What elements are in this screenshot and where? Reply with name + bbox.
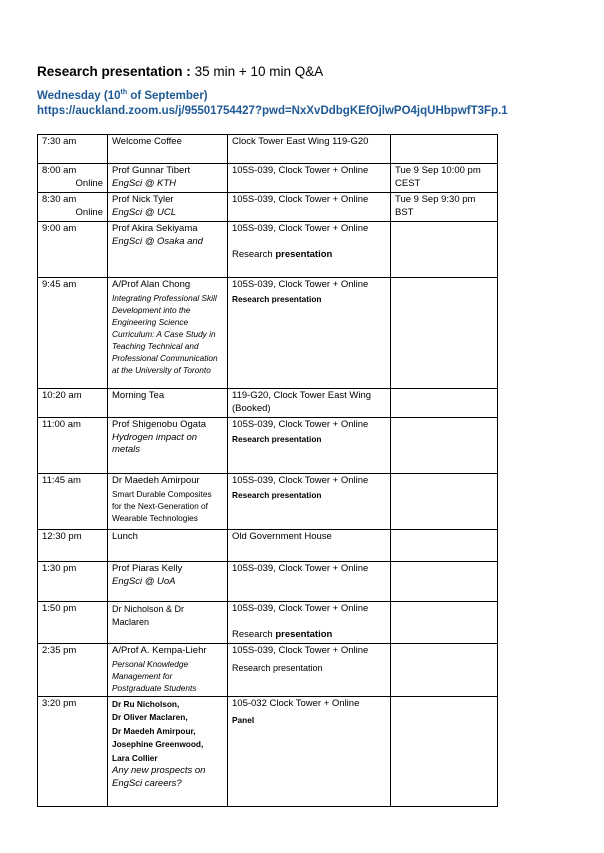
note-cell [391, 602, 498, 644]
venue-cell [228, 278, 391, 389]
session-type: Research presentation [232, 489, 322, 500]
speaker-name: A/Prof A. Kempa-Liehr [112, 645, 207, 656]
day-heading-suffix: th [120, 89, 128, 96]
table-row [38, 389, 498, 418]
schedule-table [37, 134, 498, 807]
table-row [38, 474, 498, 530]
table-row [38, 193, 498, 222]
note-cell: Tue 9 Sep 9:30 pm BST [391, 193, 498, 222]
time-cell: 3:20 pm [38, 696, 108, 806]
mode-text: Online [75, 177, 103, 189]
speaker-cell [108, 418, 228, 474]
venue-cell: 105S-039, Clock Tower + Online [228, 562, 391, 602]
speaker-cell [108, 602, 228, 644]
day-heading-month: of September) [127, 89, 208, 102]
note-cell [391, 562, 498, 602]
venue-text: 105S-039, Clock Tower + Online [232, 645, 369, 656]
note-cell [391, 418, 498, 474]
speaker-cell: Morning Tea [108, 389, 228, 418]
note-cell [391, 644, 498, 697]
session-type: Research [232, 628, 276, 640]
time-cell: 1:50 pm [38, 602, 108, 644]
time-cell: 11:00 am [38, 418, 108, 474]
mode-text: Online [75, 206, 103, 218]
table-row [38, 644, 498, 697]
venue-cell [228, 474, 391, 530]
venue-text: 105-032 Clock Tower + Online [232, 697, 360, 709]
note-cell [391, 696, 498, 806]
speaker-cell [108, 562, 228, 602]
panelist-name: Dr Ru Nicholson, [112, 698, 180, 709]
session-type: Panel [232, 715, 255, 725]
time-cell: 11:45 am [38, 474, 108, 530]
speaker-affiliation: EngSci @ UCL [112, 206, 177, 218]
speaker-name: Prof Akira Sekiyama [112, 223, 198, 234]
speaker-name: Prof Shigenobu Ogata [112, 419, 207, 430]
speaker-cell [108, 278, 228, 389]
table-row [38, 222, 498, 278]
talk-title: Any new prospects on EngSci careers? [112, 765, 206, 789]
venue-cell [228, 418, 391, 474]
note-cell [391, 222, 498, 278]
venue-cell [228, 602, 391, 644]
venue-text: 105S-039, Clock Tower + Online [232, 223, 369, 234]
venue-text: 105S-039, Clock Tower + Online [232, 603, 369, 614]
panelist-name: Lara Collier [112, 752, 158, 763]
table-row [38, 164, 498, 193]
speaker-cell [108, 193, 228, 222]
session-type: Research presentation [232, 293, 322, 304]
session-type-bold: presentation [275, 248, 333, 260]
session-heading [37, 64, 323, 79]
speaker-name: Prof Piaras Kelly [112, 563, 183, 574]
time-cell: 12:30 pm [38, 530, 108, 562]
table-row [38, 530, 498, 562]
speaker-affiliation: EngSci @ UoA [112, 575, 176, 587]
table-row [38, 696, 498, 806]
venue-cell: 119-G20, Clock Tower East Wing (Booked) [228, 389, 391, 418]
venue-text: 105S-039, Clock Tower + Online [232, 475, 369, 486]
panelist-name: Josephine Greenwood, [112, 739, 204, 749]
session-heading-label: Research presentation : [37, 64, 191, 79]
note-cell [391, 278, 498, 389]
time-cell: 9:45 am [38, 278, 108, 389]
session-type-bold: presentation [275, 628, 333, 640]
venue-text: 105S-039, Clock Tower + Online [232, 419, 369, 430]
speaker-name: Dr Maedeh Amirpour [112, 475, 200, 486]
talk-title: Personal Knowledge Management for Postgraduate Students [112, 658, 197, 693]
time-text: 8:30 am [42, 194, 77, 205]
venue-cell [228, 644, 391, 697]
talk-title: Hydrogen impact on metals [112, 431, 198, 455]
table-row [38, 135, 498, 164]
speaker-cell [108, 474, 228, 530]
speaker-cell: Welcome Coffee [108, 135, 228, 164]
note-cell [391, 135, 498, 164]
day-heading-date: Wednesday (10 [37, 89, 121, 102]
time-cell [38, 164, 108, 193]
venue-cell: Clock Tower East Wing 119-G20 [228, 135, 391, 164]
speaker-affiliation: EngSci @ KTH [112, 177, 177, 189]
speaker-name: Prof Gunnar Tibert [112, 165, 191, 176]
venue-cell: 105S-039, Clock Tower + Online [228, 193, 391, 222]
session-heading-duration: 35 min + 10 min Q&A [190, 64, 324, 79]
venue-cell: 105S-039, Clock Tower + Online [228, 164, 391, 193]
speaker-cell [108, 222, 228, 278]
venue-cell [228, 696, 391, 806]
zoom-link[interactable]: https://auckland.zoom.us/j/95501754427?pwd=NxXvDdbgKEfOjlwPO4jqUHbpwfT3Fp.1 [37, 105, 508, 117]
speaker-name: Dr Nicholson & Dr Maclaren [112, 604, 185, 627]
session-type: Research presentation [232, 662, 323, 673]
time-cell: 9:00 am [38, 222, 108, 278]
time-cell: 2:35 pm [38, 644, 108, 697]
speaker-cell [108, 696, 228, 806]
venue-cell: Old Government House [228, 530, 391, 562]
time-cell [38, 193, 108, 222]
talk-title: Integrating Professional Skill Development into the Engineering Science Curriculum: A Case Study in Teaching Technical and Professional Communication at the University of Toronto [112, 292, 218, 375]
panelist-name: Dr Oliver Maclaren, [112, 712, 188, 722]
speaker-cell: Lunch [108, 530, 228, 562]
time-text: 8:00 am [42, 165, 77, 176]
session-type: Research presentation [232, 433, 322, 444]
time-cell: 1:30 pm [38, 562, 108, 602]
venue-text: 105S-039, Clock Tower + Online [232, 279, 369, 290]
session-type: Research [232, 248, 276, 260]
day-heading [37, 89, 208, 102]
speaker-cell [108, 164, 228, 193]
speaker-name: A/Prof Alan Chong [112, 279, 191, 290]
table-row [38, 418, 498, 474]
time-cell: 7:30 am [38, 135, 108, 164]
speaker-affiliation: EngSci @ Osaka and [112, 235, 203, 247]
note-cell [391, 474, 498, 530]
table-row [38, 278, 498, 389]
panelist-name: Dr Maedeh Amirpour, [112, 725, 196, 736]
time-cell: 10:20 am [38, 389, 108, 418]
note-cell [391, 530, 498, 562]
table-row [38, 562, 498, 602]
note-cell [391, 389, 498, 418]
speaker-name: Prof Nick Tyler [112, 194, 174, 205]
note-cell: Tue 9 Sep 10:00 pm CEST [391, 164, 498, 193]
speaker-cell [108, 644, 228, 697]
table-row [38, 602, 498, 644]
talk-title: Smart Durable Composites for the Next-Generation of Wearable Technologies [112, 488, 212, 523]
venue-cell [228, 222, 391, 278]
